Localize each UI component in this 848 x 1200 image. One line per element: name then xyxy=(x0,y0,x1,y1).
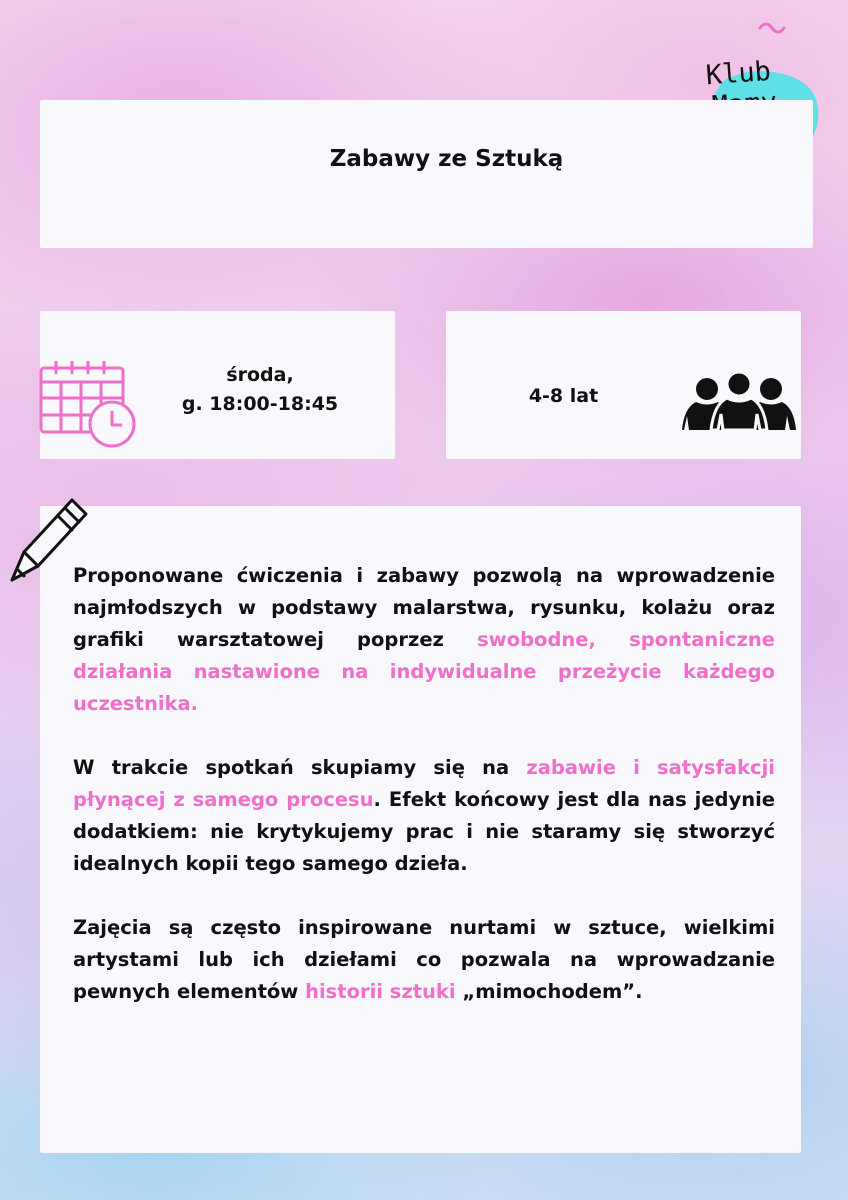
p3-text-end: „mimochodem”. xyxy=(455,980,643,1003)
description-card xyxy=(40,506,801,1153)
p2-text: W trakcie spotkań skupiamy się na xyxy=(73,756,527,779)
description-paragraph-3 xyxy=(73,912,775,1008)
p1-highlight: swobodne, spontaniczne działania nastawione na indywidualne przeżycie każdego uczestnika. xyxy=(73,628,776,715)
p3-text: Zajęcia są często inspirowane nurtami w sztuce, wielkimi artystami lub ich dziełami co pozwala na wprowadzanie pewnych elementów xyxy=(73,916,775,1003)
p3-highlight: historii sztuki xyxy=(305,980,456,1003)
logo-line-1: Klub xyxy=(704,55,772,92)
page-title: Zabawy ze Sztuką xyxy=(329,146,564,172)
age-range: 4-8 lat xyxy=(528,385,599,407)
description-paragraph-1 xyxy=(73,560,775,720)
calendar-clock-icon xyxy=(38,358,140,454)
schedule-text xyxy=(158,361,362,419)
title-card xyxy=(40,100,813,248)
schedule-time: g. 18:00-18:45 xyxy=(181,393,339,415)
p2-text-end: . Efekt końcowy jest dla nas jedynie dodatkiem: nie krytykujemy prac i nie staramy się stworzyć idealnych kopii tego samego dzieła. xyxy=(73,788,776,875)
p1-text: Proponowane ćwiczenia i zabawy pozwolą na wprowadzenie najmłodszych w podstawy malarstwa, rysunku, kolażu oraz grafiki warsztatowej poprzez xyxy=(73,564,775,651)
description-paragraph-2 xyxy=(73,752,775,880)
p2-highlight: zabawie i satysfakcji płynącej z samego procesu xyxy=(73,756,775,811)
description-body xyxy=(73,560,775,1040)
crayon-icon xyxy=(2,494,92,594)
group-people-icon xyxy=(678,372,800,436)
schedule-day: środa, xyxy=(226,364,294,386)
